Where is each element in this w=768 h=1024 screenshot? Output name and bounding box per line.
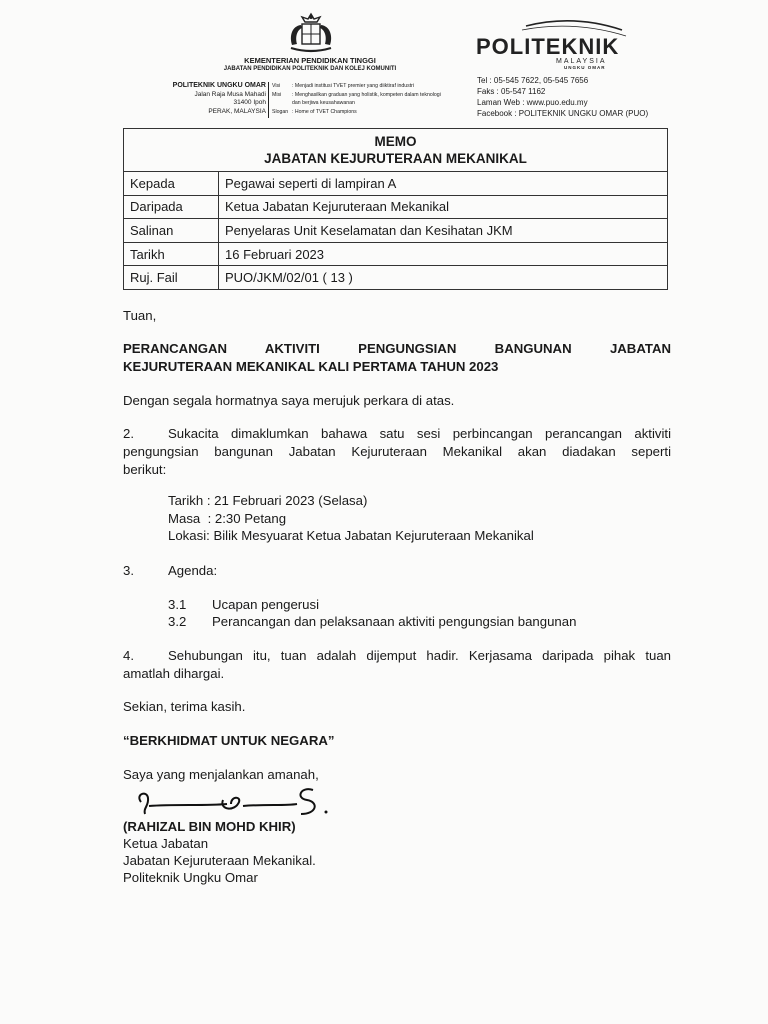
paragraph-number: 3.	[123, 563, 134, 578]
paragraph-4-line-2: amatlah dihargai.	[123, 666, 225, 681]
paragraph-number: 4.	[123, 648, 134, 663]
ministry-header	[150, 56, 470, 73]
address-line: Jalan Raja Musa Mahadi	[194, 90, 266, 98]
table-row	[124, 242, 668, 266]
paragraph-number: 2.	[123, 426, 134, 441]
politeknik-logo	[474, 18, 654, 70]
memo-value-copy: Penyelaras Unit Keselamatan dan Kesihatan JKM	[219, 219, 668, 243]
mission-label: Misi	[272, 91, 282, 98]
ministry-name: KEMENTERIAN PENDIDIKAN TINGGI	[244, 56, 376, 65]
trust-line: Saya yang menjalankan amanah,	[123, 767, 319, 782]
signer-name: (RAHIZAL BIN MOHD KHIR)	[123, 819, 296, 834]
logo-text: POLITEKNIK	[476, 34, 620, 59]
salutation: Tuan,	[123, 308, 157, 323]
institution-name: POLITEKNIK UNGKU OMAR	[172, 82, 266, 89]
contact-web: Laman Web : www.puo.edu.my	[477, 98, 588, 107]
table-row	[124, 195, 668, 219]
detail-location: Lokasi: Bilik Mesyuarat Ketua Jabatan Kejuruteraan Mekanikal	[168, 528, 534, 543]
slogan-label: Slogan	[272, 108, 289, 115]
memo-table	[123, 128, 668, 290]
logo-subtext-2: UNGKU OMAR	[564, 65, 606, 70]
logo-subtext: MALAYSIA	[556, 58, 607, 65]
signer-department: Jabatan Kejuruteraan Mekanikal.	[123, 853, 316, 868]
contact-block	[477, 75, 707, 119]
memo-label-copy: Salinan	[124, 219, 219, 243]
vision-text: : Menjadi institusi TVET premier yang diiktiraf industri	[292, 83, 415, 89]
slogan-text: : Home of TVET Champions	[292, 108, 357, 115]
closing: Sekian, terima kasih.	[123, 699, 246, 714]
memo-title-cell	[124, 129, 668, 172]
table-row	[124, 219, 668, 243]
memo-label-from: Daripada	[124, 195, 219, 219]
address-block	[118, 82, 266, 116]
signer-institution: Politeknik Ungku Omar	[123, 870, 258, 885]
detail-date: Tarikh : 21 Februari 2023 (Selasa)	[168, 493, 368, 508]
address-line: PERAK, MALAYSIA	[208, 107, 266, 115]
contact-tel: Tel : 05-545 7622, 05-545 7656	[477, 76, 589, 85]
table-row	[124, 172, 668, 196]
malaysia-crest-icon	[283, 12, 339, 56]
contact-facebook: Facebook : POLITEKNIK UNGKU OMAR (PUO)	[477, 109, 649, 118]
memo-value-to: Pegawai seperti di lampiran A	[219, 172, 668, 196]
paragraph-3: 3. Agenda:	[123, 563, 218, 578]
memo-title: MEMO	[374, 134, 417, 149]
mission-text-cont: dan berjiwa keusahawanan	[292, 100, 355, 107]
memo-value-from: Ketua Jabatan Kejuruteraan Mekanikal	[219, 195, 668, 219]
memo-label-date: Tarikh	[124, 242, 219, 266]
memo-label-to: Kepada	[124, 172, 219, 196]
subject-line-1: PERANCANGAN AKTIVITI PENGUNGSIAN BANGUNAN JABATAN	[123, 341, 671, 356]
agenda-item: 3.2 Perancangan dan pelaksanaan aktiviti pengungsian bangunan	[168, 614, 577, 629]
detail-time: Masa : 2:30 Petang	[168, 511, 287, 526]
memo-label-ref: Ruj. Fail	[124, 266, 219, 290]
paragraph-4-line-1: 4. Sehubungan itu, tuan adalah dijemput hadir. Kerjasama daripada pihak tuan	[123, 648, 671, 663]
agenda-item: 3.1 Ucapan pengerusi	[168, 597, 320, 612]
department-name: JABATAN PENDIDIKAN POLITEKNIK DAN KOLEJ KOMUNITI	[223, 66, 397, 72]
intro-paragraph: Dengan segala hormatnya saya merujuk perkara di atas.	[123, 393, 455, 408]
memo-department: JABATAN KEJURUTERAAN MEKANIKAL	[264, 151, 527, 166]
signer-title: Ketua Jabatan	[123, 836, 209, 851]
paragraph-2-line-1: 2. Sukacita dimaklumkan bahawa satu sesi perbincangan perancangan aktiviti	[123, 426, 671, 441]
subject-line-2: KEJURUTERAAN MEKANIKAL KALI PERTAMA TAHUN 2023	[123, 359, 499, 374]
memo-value-date: 16 Februari 2023	[219, 242, 668, 266]
vision-mission-block	[272, 82, 472, 116]
table-row	[124, 266, 668, 290]
paragraph-2-line-2: pengungsian bangunan Jabatan Kejuruteraan Mekanikal akan diadakan seperti	[123, 444, 671, 459]
motto: “BERKHIDMAT UNTUK NEGARA”	[123, 733, 335, 748]
address-line: 31400 Ipoh	[233, 99, 266, 107]
mission-text: : Menghasilkan graduan yang holistik, kompeten dalam teknologi	[292, 91, 441, 98]
paragraph-2-line-3: berikut:	[123, 462, 167, 477]
contact-fax: Faks : 05-547 1162	[477, 87, 546, 96]
vision-label: Visi	[272, 83, 281, 89]
header-divider	[268, 82, 269, 118]
memo-value-ref: PUO/JKM/02/01 ( 13 )	[219, 266, 668, 290]
